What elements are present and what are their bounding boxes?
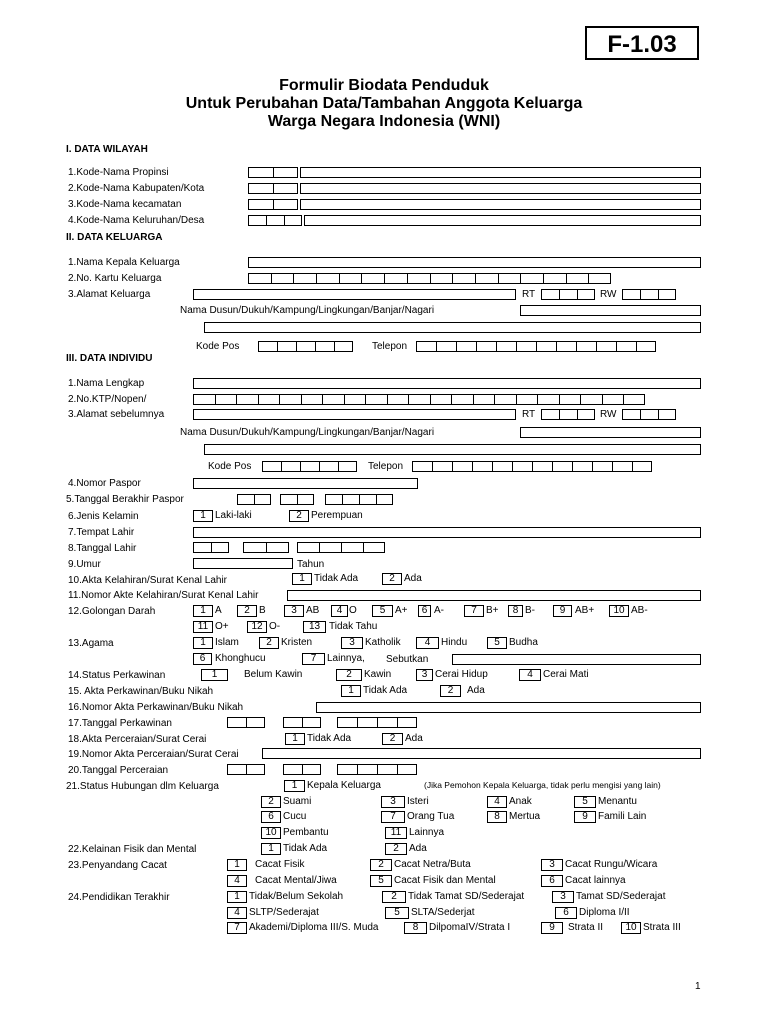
option-cacat2-6-label: Cacat lainnya [565,875,626,886]
option-darah1-8-label: B- [525,605,535,616]
option-darah1-3-checkbox[interactable]: 3 [284,605,304,617]
label-gol-darah: 12.Golongan Darah [68,606,156,617]
option-agama1-5-label: Budha [509,637,538,648]
section-1-heading: I. DATA WILAYAH [66,144,148,155]
option-shdk3-6-label: Cucu [283,811,307,822]
char-cell[interactable] [580,394,602,405]
agama-lainnya-input[interactable] [452,654,701,665]
label-tgl-paspor: 5.Tanggal Berakhir Paspor [66,494,184,505]
option-agama1-1-checkbox[interactable]: 1 [193,637,213,649]
option-shdk1-1-checkbox[interactable]: 1 [284,780,305,792]
rt-kel-cells[interactable] [541,289,595,300]
char-cell[interactable] [338,461,357,472]
label-rw-ind: RW [600,409,617,420]
option-ada-1-checkbox[interactable]: 1 [261,843,281,855]
dusun-ind-input-2[interactable] [204,444,701,455]
option-shdk2-3-label: Isteri [407,796,429,807]
char-cell[interactable] [436,341,456,352]
option-darah1-3-label: AB [306,605,320,616]
option-didik2-6-label: Diploma I/II [579,907,630,918]
option-ada-2-checkbox[interactable]: 2 [382,733,403,745]
char-cell[interactable] [300,461,319,472]
rw-ind-cells[interactable] [622,409,676,420]
option-cacat1-1-label: Cacat Fisik [255,859,305,870]
form-title-1: Formulir Biodata Penduduk [279,77,489,94]
char-cell[interactable] [365,394,387,405]
option-didik3-9-label: Strata II [568,922,604,933]
option-darah1-7-checkbox[interactable]: 7 [464,605,484,617]
option-shdk3-8-label: Mertua [509,811,541,822]
char-cell[interactable] [384,273,407,284]
label-tgl-cerai: 20.Tanggal Perceraian [68,765,169,776]
option-darah2-13-label: Tidak Tahu [329,621,378,632]
nomor-akta-nikah-input[interactable] [316,702,701,713]
option-ada-2-label: Ada [404,573,422,584]
option-ada-1-checkbox[interactable]: 1 [292,573,312,585]
char-cell[interactable] [475,273,498,284]
option-didik1-3-checkbox[interactable]: 3 [552,891,574,903]
form-title-3: Warga Negara Indonesia (WNI) [267,113,501,130]
option-agama1-4-checkbox[interactable]: 4 [416,637,439,649]
char-cell[interactable] [316,273,339,284]
char-cell[interactable] [492,461,512,472]
label-akta-nikah: 15. Akta Perkawinan/Buku Nikah [68,686,214,697]
option-didik3-7-checkbox[interactable]: 7 [227,922,247,934]
propinsi-name[interactable] [300,167,701,178]
option-shdk1-1-label: Kepala Keluarga [307,780,381,791]
label-nomor-akta-lahir: 11.Nomor Akte Kelahiran/Surat Kenal Lahir [68,590,259,601]
label-alamat-keluarga: 3.Alamat Keluarga [68,289,151,300]
char-cell[interactable] [516,341,536,352]
label-tahun: Tahun [297,559,325,570]
char-cell[interactable] [520,273,543,284]
option-kawin-4-checkbox[interactable]: 4 [519,669,541,681]
option-didik2-5-label: SLTA/Sederjat [411,907,475,918]
tgl-kawin-mm[interactable] [283,717,321,728]
tgl-cerai-yyyy[interactable] [337,764,417,775]
option-ada-2-label: Ada [405,733,423,744]
tgl-lahir-dd[interactable] [193,542,229,553]
option-agama1-4-label: Hindu [441,637,468,648]
char-cell[interactable] [215,394,237,405]
option-darah1-7-label: B+ [486,605,499,616]
option-didik1-1-label: Tidak/Belum Sekolah [249,891,344,902]
option-didik1-1-checkbox[interactable]: 1 [227,891,247,903]
option-darah1-1-label: A [215,605,222,616]
char-cell[interactable] [387,394,409,405]
section-2-heading: II. DATA KELUARGA [66,232,163,243]
label-alamat-sebelum: 3.Alamat sebelumnya [68,409,165,420]
char-cell[interactable] [456,341,476,352]
label-umur: 9.Umur [68,559,101,570]
option-darah2-12-checkbox[interactable]: 12 [247,621,267,633]
option-shdk4-11-checkbox[interactable]: 11 [385,827,407,839]
char-cell[interactable] [319,461,338,472]
char-cell[interactable] [612,461,632,472]
label-kelurahan: 4.Kode-Nama Keluruhan/Desa [68,215,205,226]
option-cacat2-5-label: Cacat Fisik dan Mental [394,875,496,886]
label-rt-kel: RT [522,289,536,300]
option-didik1-2-label: Tidak Tamat SD/Sederajat [408,891,525,902]
form-code: F-1.03 [585,26,699,60]
char-cell[interactable] [592,461,612,472]
label-rt-ind: RT [522,409,536,420]
label-nama-kepala: 1.Nama Kepala Keluarga [68,257,180,268]
option-shdk2-5-checkbox[interactable]: 5 [574,796,596,808]
option-shdk3-7-checkbox[interactable]: 7 [381,811,405,823]
option-shdk2-2-checkbox[interactable]: 2 [261,796,281,808]
option-agama1-3-label: Katholik [365,637,401,648]
tgl-lahir-yyyy[interactable] [297,542,385,553]
option-darah1-1-checkbox[interactable]: 1 [193,605,213,617]
char-cell[interactable] [536,341,556,352]
char-cell[interactable] [361,273,384,284]
char-cell[interactable] [281,461,300,472]
char-cell[interactable] [632,461,652,472]
char-cell[interactable] [344,394,366,405]
section-3-heading: III. DATA INDIVIDU [66,353,153,364]
tgl-paspor-yyyy[interactable] [325,494,393,505]
option-kawin-3-checkbox[interactable]: 3 [416,669,433,681]
tgl-kawin-yyyy[interactable] [337,717,417,728]
option-darah2-11-checkbox[interactable]: 11 [193,621,213,633]
label-status-kawin: 14.Status Perkawinan [68,670,166,681]
option-kawin-1-checkbox[interactable]: 1 [201,669,228,681]
option-didik1-3-label: Tamat SD/Sederajat [576,891,666,902]
propinsi-code[interactable] [248,167,298,178]
label-kodepos-ind: Kode Pos [208,461,252,472]
option-cacat1-1-checkbox[interactable]: 1 [227,859,247,871]
char-cell[interactable] [407,273,430,284]
dusun-ind-input[interactable] [520,427,701,438]
option-darah1-5-label: A+ [395,605,408,616]
option-agama2-7-label: Lainnya, [327,653,365,664]
label-agama: 13.Agama [68,638,114,649]
label-jenis-kelamin: 6.Jenis Kelamin [68,511,139,522]
char-cell[interactable] [476,341,496,352]
label-nama-lengkap: 1.Nama Lengkap [68,378,145,389]
option-darah1-10-checkbox[interactable]: 10 [609,605,629,617]
char-cell[interactable] [193,394,215,405]
char-cell[interactable] [279,394,301,405]
label-kelainan: 22.Kelainan Fisik dan Mental [68,844,197,855]
option-didik3-8-label: DilpomaIV/Strata I [429,922,511,933]
option-ada-2-checkbox[interactable]: 2 [440,685,461,697]
kodepos-ind-cells[interactable] [262,461,357,472]
char-cell[interactable] [416,341,436,352]
option-cacat1-2-label: Cacat Netra/Buta [394,859,471,870]
char-cell[interactable] [432,461,452,472]
nomor-akta-cerai-input[interactable] [262,748,701,759]
option-kawin-3-label: Cerai Hidup [435,669,488,680]
label-akta-cerai: 18.Akta Perceraian/Surat Cerai [68,734,207,745]
option-darah2-13-checkbox[interactable]: 13 [303,621,326,633]
option-didik2-6-checkbox[interactable]: 6 [555,907,577,919]
alamat-sebelum-input[interactable] [193,409,516,420]
char-cell[interactable] [552,461,572,472]
tgl-lahir-mm[interactable] [243,542,289,553]
option-kawin-2-checkbox[interactable]: 2 [336,669,362,681]
char-cell[interactable] [588,273,611,284]
label-propinsi: 1.Kode-Nama Propinsi [68,167,169,178]
label-nomor-akta-nikah: 16.Nomor Akta Perkawinan/Buku Nikah [68,702,244,713]
option-ada-2-label: Ada [409,843,427,854]
char-cell[interactable] [258,341,277,352]
option-darah1-4-checkbox[interactable]: 4 [331,605,348,617]
char-cell[interactable] [537,394,559,405]
label-akta-lahir: 10.Akta Kelahiran/Surat Kenal Lahir [68,575,227,586]
label-rw-kel: RW [600,289,617,300]
no-kk-cells[interactable] [248,273,611,284]
option-didik2-5-checkbox[interactable]: 5 [385,907,409,919]
label-nomor-akta-cerai: 19.Nomor Akta Perceraian/Surat Cerai [68,749,239,760]
kabupaten-name[interactable] [300,183,701,194]
char-cell[interactable] [512,461,532,472]
tgl-cerai-mm[interactable] [283,764,321,775]
option-darah1-8-checkbox[interactable]: 8 [508,605,523,617]
option-darah1-9-checkbox[interactable]: 9 [553,605,572,617]
char-cell[interactable] [498,273,521,284]
char-cell[interactable] [473,394,495,405]
char-cell[interactable] [572,461,592,472]
char-cell[interactable] [452,273,475,284]
form-title-2: Untuk Perubahan Data/Tambahan Anggota Keluarga [185,95,583,112]
option-agama1-2-checkbox[interactable]: 2 [259,637,279,649]
option-didik3-10-checkbox[interactable]: 10 [621,922,641,934]
option-agama1-5-checkbox[interactable]: 5 [487,637,507,649]
option-darah1-2-label: B [259,605,266,616]
char-cell[interactable] [430,394,452,405]
alamat-keluarga-input[interactable] [193,289,516,300]
option-darah1-5-checkbox[interactable]: 5 [372,605,393,617]
option-shdk3-9-checkbox[interactable]: 9 [574,811,596,823]
char-cell[interactable] [339,273,362,284]
option-agama2-6-label: Khonghucu [215,653,266,664]
option-darah1-4-label: O [349,605,357,616]
option-shdk4-11-label: Lainnya [409,827,445,838]
char-cell[interactable] [322,394,344,405]
tgl-kawin-dd[interactable] [227,717,265,728]
kelurahan-code[interactable] [248,215,302,226]
option-ada-1-label: Tidak Ada [307,733,352,744]
telepon-kel-cells[interactable] [416,341,656,352]
char-cell[interactable] [248,273,271,284]
option-agama1-3-checkbox[interactable]: 3 [341,637,363,649]
char-cell[interactable] [296,341,315,352]
option-didik3-10-label: Strata III [643,922,681,933]
umur-input[interactable] [193,558,293,569]
char-cell[interactable] [496,341,516,352]
label-pendidikan: 24.Pendidikan Terakhir [68,892,170,903]
char-cell[interactable] [301,394,323,405]
option-shdk2-5-label: Menantu [598,796,637,807]
option-ada-1-checkbox[interactable]: 1 [341,685,361,697]
nomor-akta-lahir-input[interactable] [287,590,701,601]
char-cell[interactable] [602,394,624,405]
option-shdk2-2-label: Suami [283,796,312,807]
option-darah1-10-label: AB- [631,605,648,616]
char-cell[interactable] [616,341,636,352]
char-cell[interactable] [556,341,576,352]
option-ada-2-checkbox[interactable]: 2 [385,843,407,855]
option-ada-2-checkbox[interactable]: 2 [382,573,402,585]
char-cell[interactable] [494,394,516,405]
option-darah1-6-checkbox[interactable]: 6 [418,605,431,617]
char-cell[interactable] [623,394,645,405]
char-cell[interactable] [596,341,616,352]
option-cacat2-6-checkbox[interactable]: 6 [541,875,563,887]
option-shdk2-4-checkbox[interactable]: 4 [487,796,507,808]
option-kawin-2-label: Kawin [364,669,392,680]
label-tgl-kawin: 17.Tanggal Perkawinan [68,718,172,729]
char-cell[interactable] [412,461,432,472]
char-cell[interactable] [516,394,538,405]
option-ada-1-label: Tidak Ada [363,685,408,696]
tgl-cerai-dd[interactable] [227,764,265,775]
option-shdk3-6-checkbox[interactable]: 6 [261,811,281,823]
paspor-input[interactable] [193,478,418,489]
tgl-paspor-dd[interactable] [237,494,271,505]
char-cell[interactable] [636,341,656,352]
option-didik3-8-checkbox[interactable]: 8 [404,922,427,934]
rt-ind-cells[interactable] [541,409,595,420]
label-kecamatan: 3.Kode-Nama kecamatan [68,199,182,210]
option-kelamin-2-checkbox[interactable]: 2 [289,510,309,522]
option-cacat2-5-checkbox[interactable]: 5 [370,875,392,887]
char-cell[interactable] [258,394,280,405]
option-kawin-4-label: Cerai Mati [543,669,589,680]
char-cell[interactable] [543,273,566,284]
char-cell[interactable] [576,341,596,352]
label-telepon-kel: Telepon [372,341,408,352]
label-tempat-lahir: 7.Tempat Lahir [68,527,135,538]
kodepos-kel-cells[interactable] [258,341,353,352]
label-paspor: 4.Nomor Paspor [68,478,141,489]
label-dusun-kel: Nama Dusun/Dukuh/Kampung/Lingkungan/Banjar/Nagari [180,305,435,316]
option-cacat1-3-checkbox[interactable]: 3 [541,859,563,871]
option-agama2-6-checkbox[interactable]: 6 [193,653,212,665]
option-kelamin-1-checkbox[interactable]: 1 [193,510,213,522]
char-cell[interactable] [334,341,353,352]
option-didik1-2-checkbox[interactable]: 2 [382,891,406,903]
char-cell[interactable] [408,394,430,405]
option-shdk2-4-label: Anak [509,796,532,807]
tgl-paspor-mm[interactable] [280,494,314,505]
kabupaten-code[interactable] [248,183,298,194]
option-didik3-9-checkbox[interactable]: 9 [541,922,563,934]
option-shdk3-7-label: Orang Tua [407,811,455,822]
option-darah1-9-label: AB+ [575,605,595,616]
option-kelamin-1-label: Laki-laki [215,510,252,521]
telepon-ind-cells[interactable] [412,461,652,472]
option-ada-2-label: Ada [467,685,485,696]
char-cell[interactable] [262,461,281,472]
dusun-kel-input-2[interactable] [204,322,701,333]
option-cacat2-4-label: Cacat Mental/Jiwa [255,875,337,886]
option-cacat1-2-checkbox[interactable]: 2 [370,859,392,871]
label-dusun-ind: Nama Dusun/Dukuh/Kampung/Lingkungan/Banjar/Nagari [180,427,435,438]
option-shdk3-9-label: Famili Lain [598,811,647,822]
nama-kepala-input[interactable] [248,257,701,268]
option-agama1-2-label: Kristen [281,637,313,648]
char-cell[interactable] [236,394,258,405]
label-tanggal-lahir: 8.Tanggal Lahir [68,543,137,554]
option-shdk2-3-checkbox[interactable]: 3 [381,796,405,808]
char-cell[interactable] [430,273,453,284]
label-no-kk: 2.No. Kartu Keluarga [68,273,162,284]
option-ada-1-label: Tidak Ada [314,573,359,584]
label-shdk: 21.Status Hubungan dlm Keluarga [66,781,219,792]
option-ada-1-checkbox[interactable]: 1 [285,733,305,745]
kecamatan-name[interactable] [300,199,701,210]
label-kodepos-kel: Kode Pos [196,341,240,352]
label-cacat: 23.Penyandang Cacat [68,860,167,871]
label-sebutkan: Sebutkan [386,654,429,665]
page-number: 1 [695,981,701,992]
option-didik2-4-checkbox[interactable]: 4 [227,907,247,919]
tempat-lahir-input[interactable] [193,527,701,538]
option-ada-1-label: Tidak Ada [283,843,328,854]
option-shdk4-10-label: Pembantu [283,827,329,838]
option-agama2-7-checkbox[interactable]: 7 [302,653,325,665]
char-cell[interactable] [293,273,316,284]
label-ktp: 2.No.KTP/Nopen/ [68,394,147,405]
option-shdk4-10-checkbox[interactable]: 10 [261,827,281,839]
char-cell[interactable] [566,273,589,284]
char-cell[interactable] [559,394,581,405]
char-cell[interactable] [451,394,473,405]
option-darah1-2-checkbox[interactable]: 2 [237,605,257,617]
label-telepon-ind: Telepon [368,461,404,472]
nama-lengkap-input[interactable] [193,378,701,389]
rw-kel-cells[interactable] [622,289,676,300]
kecamatan-code[interactable] [248,199,298,210]
option-cacat1-3-label: Cacat Rungu/Wicara [565,859,658,870]
option-didik3-7-label: Akademi/Diploma III/S. Muda [249,922,379,933]
kelurahan-name[interactable] [304,215,701,226]
char-cell[interactable] [271,273,294,284]
char-cell[interactable] [472,461,492,472]
option-kelamin-2-label: Perempuan [311,510,363,521]
option-darah1-6-label: A- [434,605,444,616]
option-shdk3-8-checkbox[interactable]: 8 [487,811,507,823]
option-agama1-1-label: Islam [215,637,239,648]
option-kawin-1-label: Belum Kawin [244,669,303,680]
option-cacat2-4-checkbox[interactable]: 4 [227,875,247,887]
ktp-cells[interactable] [193,394,645,405]
option-darah2-12-label: O- [269,621,281,632]
label-kabupaten: 2.Kode-Nama Kabupaten/Kota [68,183,205,194]
char-cell[interactable] [452,461,472,472]
char-cell[interactable] [315,341,334,352]
char-cell[interactable] [277,341,296,352]
shdk-note: (Jika Pemohon Kepala Keluarga, tidak perlu mengisi yang lain) [424,780,661,790]
char-cell[interactable] [532,461,552,472]
dusun-kel-input[interactable] [520,305,701,316]
option-darah2-11-label: O+ [215,621,229,632]
option-didik2-4-label: SLTP/Sederajat [249,907,319,918]
